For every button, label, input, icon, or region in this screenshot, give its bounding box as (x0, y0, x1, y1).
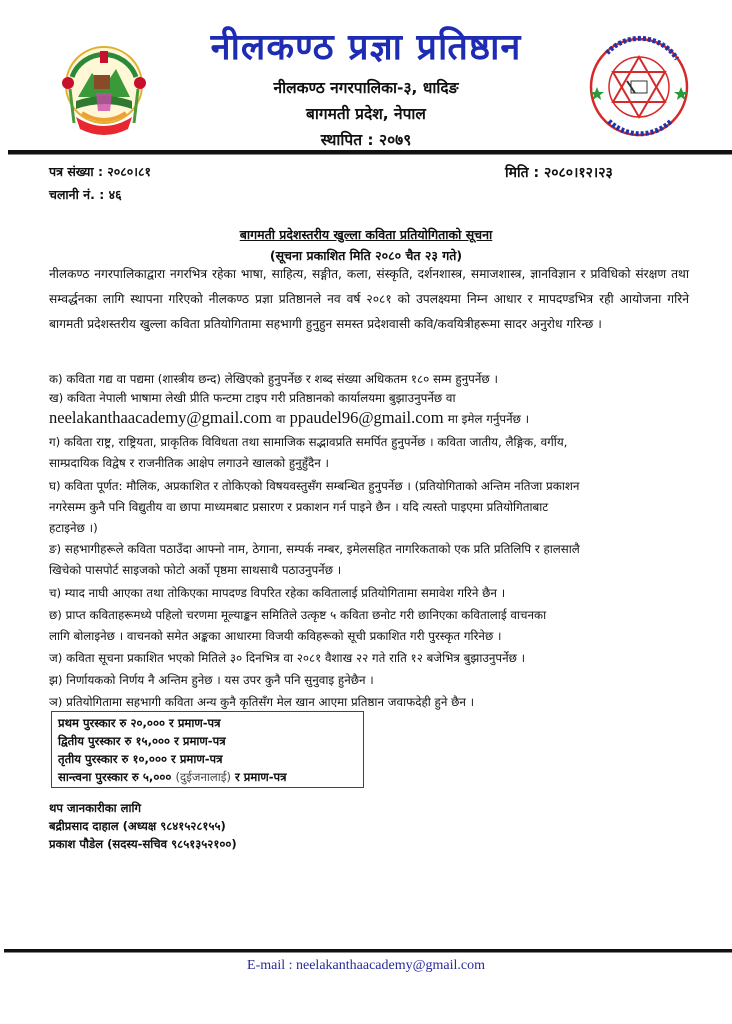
prize-consolation-amount: सान्त्वना पुरस्कार रु ५,००० (58, 770, 172, 784)
prize-consolation-certificate: र प्रमाण-पत्र (235, 770, 287, 784)
email-or: वा (275, 412, 286, 426)
notice-subtitle: (सूचना प्रकाशित मिति २०८० चैत २३ गते) (269, 248, 463, 263)
rule-chha-cont: लागि बोलाइनेछ । वाचनको समेत अङ्कका आधारमा विजयी कविहरूको सूची प्रकाशित गरी पुरस्कृत गरिनेछ । (49, 629, 502, 643)
rule-chha: छ) प्राप्त कविताहरूमध्ये पहिलो चरणमा मूल्याङ्कन समितिले उत्कृष्ट ५ कविता छनोट गरी छानिएका कवितालाई वाचनका (49, 608, 547, 622)
email-submission-line (49, 407, 699, 430)
notice-title-text: बागमती प्रदेशस्तरीय खुल्ला कविता प्रतियोगिताको सूचना (239, 227, 493, 242)
notice-intro-paragraph: नीलकण्ठ नगरपालिकाद्वारा नगरभित्र रहेका भाषा, साहित्य, सङ्गीत, कला, संस्कृति, दर्शनशास्त्र, समाजशास्त्र, ज्ञानविज्ञान र प्रविधिको संरक्षण तथा सम्वर्द्धनका लागि स्थापना गरिएको नीलकण्ठ प्रज्ञा प्रतिष्ठानले नव वर्ष २०८१ को उपलक्ष्यमा निम्न आधार र मापदण्डभित्र रही आयोजना गरिने बागमती प्रदेशस्तरीय खुल्ला कविता प्रतियोगितामा सहभागी हुनुहुन समस्त प्रदेशवासी कवि/कवयित्रीहरूमा सादर अनुरोध गरिन्छ । (49, 267, 689, 331)
rule-ga: ग) कविता राष्ट्र, राष्ट्रियता, प्राकृतिक विविधता तथा सामाजिक सद्भावप्रति समर्पित हुनुपर्नेछ । कविता जातीय, लैङ्गिक, वर्गीय, (49, 435, 568, 449)
email-link-1[interactable]: neelakanthaacademy@gmail.com (49, 408, 272, 427)
prize-consolation-note: (दुईजनालाई) (175, 770, 231, 784)
rule-gha: घ) कविता पूर्णत: मौलिक, अप्रकाशित र तोकिएको विषयवस्तुसँग सम्बन्धित हुनुपर्नेछ । (प्रतियोगिताको अन्तिम नतिजा प्रकाशन (49, 479, 580, 493)
rule-cha: च) म्याद नाघी आएका तथा तोकिएका मापदण्ड विपरित रहेका कवितालाई प्रतियोगितामा समावेश गरिने छैन । (49, 586, 506, 600)
rule-ka: क) कविता गद्य वा पद्यमा (शास्त्रीय छन्द) लेखिएको हुनुपर्नेछ र शब्द संख्या अधिकतम १८० सम्म हुनुपर्नेछ । (49, 372, 498, 386)
notice-title (0, 226, 732, 243)
rule-ja: ज) कविता सूचना प्रकाशित भएको मितिले ३० दिनभित्र वा २०८१ वैशाख २२ गते राति १२ बजेभित्र बुझाउनुपर्नेछ । (49, 651, 526, 665)
org-established: स्थापित : २०७९ (320, 131, 412, 149)
footer-email[interactable]: E-mail : neelakanthaacademy@gmail.com (247, 958, 485, 973)
letter-date: मिति : २०८०।१२।२३ (505, 165, 613, 181)
prize-list-box (51, 711, 364, 788)
header-divider (8, 150, 732, 155)
rule-gha-cont: नगरेसम्म कुनै पनि विद्युतीय वा छापा माध्यमबाट प्रसारण र प्रकाशन गर्न पाइने छैन । यदि त्यस्तो पाइएमा प्रतियोगिताबाट (49, 500, 549, 514)
letter-number: पत्र संख्या : २०८०।८१ (49, 164, 152, 179)
prize-consolation (58, 768, 357, 786)
institute-seal-logo (583, 35, 695, 147)
prize-second: द्वितीय पुरस्कार रु १५,००० र प्रमाण-पत्र (58, 734, 226, 748)
rule-kha: ख) कविता नेपाली भाषामा लेखी प्रीति फन्टमा टाइप गरी प्रतिष्ठानको कार्यालयमा बुझाउनुपर्नेछ वा (49, 391, 456, 405)
prize-first: प्रथम पुरस्कार रु २०,००० र प्रमाण-पत्र (58, 716, 221, 730)
email-link-2[interactable]: ppaudel96@gmail.com (289, 408, 444, 427)
contact-heading: थप जानकारीका लागि (49, 801, 142, 815)
rule-jha: झ) निर्णायकको निर्णय नै अन्तिम हुनेछ । यस उपर कुनै पनि सुनुवाइ हुनेछैन । (49, 673, 374, 687)
email-suffix: मा इमेल गर्नुपर्नेछ । (447, 412, 530, 426)
rule-gha-cont-2: हटाइनेछ ।) (49, 521, 98, 535)
rule-nya: ञ) प्रतियोगितामा सहभागी कविता अन्य कुनै कृतिसँग मेल खान आएमा प्रतिष्ठान जवाफदेही हुने छैन । (49, 695, 475, 709)
footer-divider (4, 949, 732, 953)
rule-ga-cont: साम्प्रदायिक विद्वेष र राजनीतिक आक्षेप लगाउने खालको हुनुहुँदैन । (49, 456, 329, 470)
org-address-line-2: बागमती प्रदेश, नेपाल (306, 105, 426, 123)
rule-nga-cont: खिचेको पासपोर्ट साइजको फोटो अर्को पृष्ठमा साथसाथै पठाउनुपर्नेछ । (49, 563, 342, 577)
org-name: नीलकण्ठ प्रज्ञा प्रतिष्ठान (210, 27, 522, 68)
contact-person-chair: बद्रीप्रसाद दाहाल (अध्यक्ष ९८४१५२८१५५) (49, 819, 226, 833)
contact-person-secretary: प्रकाश पौडेल (सदस्य-सचिव ९८५१३५२१००) (49, 837, 237, 851)
org-address-line-1: नीलकण्ठ नगरपालिका-३, धादिङ (273, 79, 459, 97)
rule-nga: ङ) सहभागीहरूले कविता पठाउँदा आफ्नो नाम, ठेगाना, सम्पर्क नम्बर, इमेलसहित नागरिकताको एक प्रति प्रतिलिपि र हालसालै (49, 542, 580, 556)
municipality-emblem-logo (48, 35, 160, 147)
dispatch-number: चलानी नं. : ४६ (49, 187, 122, 202)
prize-third: तृतीय पुरस्कार रु १०,००० र प्रमाण-पत्र (58, 752, 223, 766)
